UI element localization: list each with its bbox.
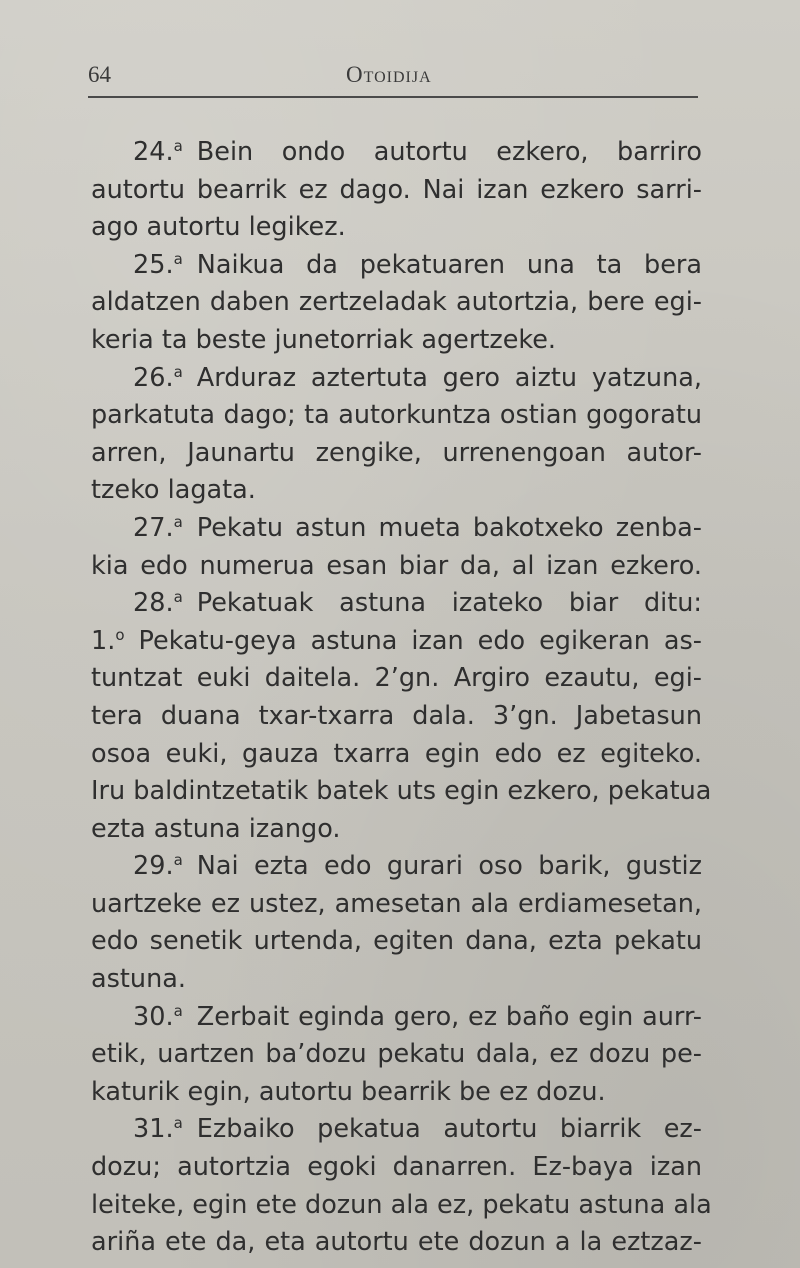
paragraph-marker <box>133 1002 183 1032</box>
text-line <box>91 773 712 811</box>
line-text: Pekatuak astuna izateko biar ditu: <box>196 588 702 619</box>
line-text: ezta astuna izango. <box>91 813 341 844</box>
line-text: dozu; autortzia egoki danarren. Ez-baya izan <box>91 1152 702 1183</box>
text-line <box>91 510 702 548</box>
line-text: aldatzen daben zertzeladak autortzia, bere egi- <box>91 287 702 318</box>
text-line <box>91 999 702 1037</box>
text-line <box>91 397 702 435</box>
page-number: 64 <box>88 62 111 87</box>
text-line <box>91 1074 702 1112</box>
ordinal-superscript: a <box>173 1114 183 1133</box>
ordinal-superscript: a <box>173 362 183 381</box>
line-text: katurik egin, autortu bearrik be ez dozu. <box>91 1076 606 1107</box>
paragraph-marker <box>133 588 183 618</box>
header-rule <box>88 96 698 98</box>
ordinal-superscript: a <box>173 137 183 155</box>
text-line <box>91 623 702 661</box>
ordinal-superscript: a <box>173 512 183 531</box>
line-text: Arduraz aztertuta gero aiztu yatzuna, <box>196 362 702 393</box>
ordinal-superscript: a <box>173 851 183 870</box>
paragraph-number: 1. <box>91 625 116 656</box>
text-line <box>91 698 702 736</box>
paragraph-marker <box>133 250 183 280</box>
paragraph-marker <box>133 851 183 881</box>
line-text: Pekatu-geya astuna izan edo egikeran as- <box>138 625 702 656</box>
text-line <box>91 134 702 172</box>
line-text: tera duana txar-txarra dala. 3’gn. Jabetasun <box>91 700 702 731</box>
text-line <box>91 548 702 586</box>
text-line <box>91 172 702 210</box>
text-line <box>91 923 702 961</box>
text-line <box>91 472 702 510</box>
text-line <box>91 1187 712 1225</box>
line-text: arren, Jaunartu zengike, urrenengoan autor- <box>91 437 702 468</box>
paragraph-number: 29. <box>133 851 174 882</box>
line-text: tzeko lagata. <box>91 475 256 506</box>
paragraph-number: 26. <box>133 362 174 393</box>
paragraph-marker <box>91 626 125 656</box>
line-text: Iru baldintzetatik batek uts egin ezkero, pekatua <box>91 776 712 807</box>
body-text <box>91 134 712 1262</box>
line-text: Bein ondo autortu ezkero, barriro <box>196 137 702 167</box>
running-head: Otoidija <box>346 62 432 87</box>
line-text: uartzeke ez ustez, amesetan ala erdiamesetan, <box>91 888 702 919</box>
line-text: Pekatu astun mueta bakotxeko zenba- <box>196 512 702 543</box>
paragraph-number: 31. <box>133 1114 174 1145</box>
text-line <box>91 247 702 285</box>
text-line <box>91 736 702 774</box>
text-line <box>91 961 702 999</box>
line-text: tuntzat euki daitela. 2’gn. Argiro ezautu, egi- <box>91 663 702 694</box>
line-text: Nai ezta edo gurari oso barik, gustiz <box>196 851 702 882</box>
page-header <box>88 56 698 96</box>
line-text: osoa euki, gauza txarra egin edo ez egiteko. <box>91 738 702 769</box>
text-line <box>91 811 702 849</box>
line-text: keria ta beste junetorriak agertzeke. <box>91 324 557 355</box>
text-line <box>91 209 702 247</box>
ordinal-superscript: a <box>173 588 183 607</box>
line-text: ariña ete da, eta autortu ete dozun a la eztzaz- <box>91 1227 702 1258</box>
line-text: Naikua da pekatuaren una ta bera <box>196 249 702 280</box>
text-line <box>91 1036 702 1074</box>
line-text: Zerbait eginda gero, ez baño egin aurr- <box>196 1001 702 1032</box>
line-text: leiteke, egin ete dozun ala ez, pekatu astuna ala <box>91 1189 712 1220</box>
line-text: edo senetik urtenda, egiten dana, ezta pekatu <box>91 926 702 957</box>
text-line <box>91 284 702 322</box>
line-text: etik, uartzen ba’dozu pekatu dala, ez dozu pe- <box>91 1039 702 1070</box>
line-text: astuna. <box>91 964 186 995</box>
text-line <box>91 1224 702 1262</box>
line-text: parkatuta dago; ta autorkuntza ostian gogoratu <box>91 400 702 431</box>
ordinal-superscript: o <box>115 625 125 644</box>
text-line <box>91 1111 702 1149</box>
text-line <box>91 585 702 623</box>
text-line <box>91 660 702 698</box>
paragraph-number: 24. <box>133 137 174 167</box>
text-line <box>91 322 702 360</box>
paragraph-number: 28. <box>133 588 174 619</box>
paragraph-number: 30. <box>133 1001 174 1032</box>
paragraph-marker <box>133 137 183 167</box>
text-line <box>91 886 702 924</box>
paragraph-marker <box>133 513 183 543</box>
ordinal-superscript: a <box>173 249 183 268</box>
paragraph-marker <box>133 363 183 393</box>
line-text: Ezbaiko pekatua autortu biarrik ez- <box>196 1114 702 1145</box>
line-text: ago autortu legikez. <box>91 212 346 243</box>
paragraph-marker <box>133 1114 183 1144</box>
line-text: autortu bearrik ez dago. Nai izan ezkero sarri- <box>91 174 702 205</box>
line-text: kia edo numerua esan biar da, al izan ezkero. <box>91 550 702 581</box>
text-line <box>91 1149 702 1187</box>
text-line <box>91 360 702 398</box>
text-line <box>91 848 702 886</box>
ordinal-superscript: a <box>173 1001 183 1020</box>
paragraph-number: 27. <box>133 512 174 543</box>
text-line <box>91 435 702 473</box>
paragraph-number: 25. <box>133 249 174 280</box>
